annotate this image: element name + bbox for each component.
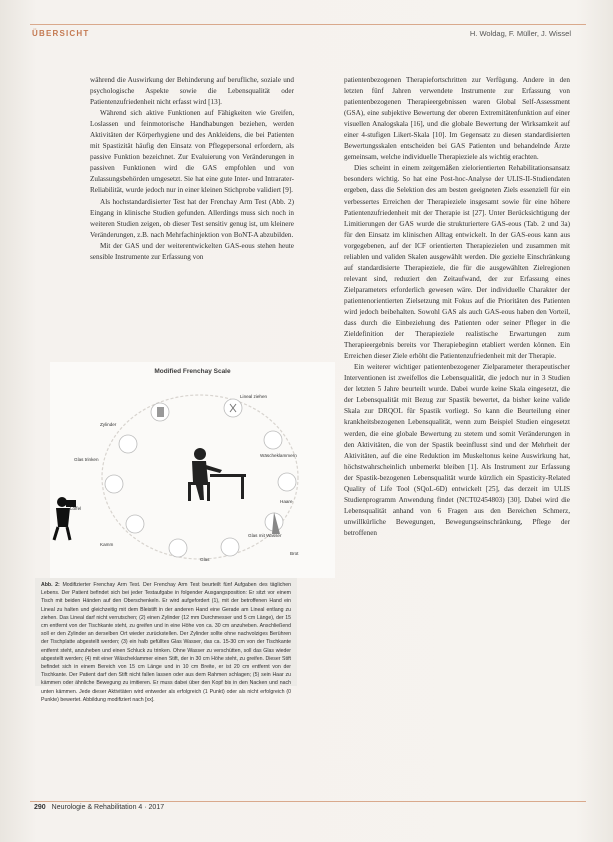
paragraph: Als hochstandardisierter Test hat der Frenchay Arm Test (Abb. 2) Eingang in klinische Studien gefunden. Allerdings muss sich noch in weiteren Studien zeigen, ob dieser Test sensitiv genug ist, um kleinere Veränderungen, z.B. nach Mehrfachinjektion von BoNT-A abzubilden. — [90, 197, 294, 239]
photographer-icon — [54, 497, 76, 540]
clip-icon — [169, 539, 187, 557]
paragraph: während die Auswirkung der Behinderung auf berufliche, soziale und psychologische Aspekte sowie die Lebensqualität oder Patientenzufriedenheit nicht erfasst wird [13]. — [90, 76, 294, 107]
paragraph: Ein weiterer wichtiger patientenbezogener Zielparameter therapeutischer Interventionen ist zweifellos die Lebensqualität, die jedoch nur in 3 Studien der letzten 5 Jahre beurteilt wurde. Dabei wurde keine Skala eingesetzt, die der Lebensqualität mit Bezug zur Spastik bewertet, da bisher keine valide Skala zur DRQOL für Spastik vorliegt. So kann die Beurteilung einer krankheitsbezogenen Lebensqualität, wenn zum Beispiel Studien eingesetzt werden, die eine globale Bewertung zu stetem und somit Veränderungen in den Aktivitäten, die von der Spastik beeinflusst sind und der Mehrheit der Aktivitäten, auf die eine Reduktion im Muskeltonus keine Auswirkung hat, höchstwahrscheinlich unbemerkt bleiben [1]. Als Instrument zur Erfassung der Spastik-bezogenen Lebensqualität wurde kürzlich ein Spasticity-Related Quality of Life Tool (SQoL-6D) entwickelt [25], das derzeit im ULIS Studienprogramm Anwendung findet (NCT02454803) [30]. Dabei wird die Lebensqualität anhand von 6 Fragen aus den Bereichen Schmerz, unwillkürliche Bewegungen, Bewegungseinschränkung, Pflege der betroffenen — [344, 363, 570, 537]
label-waescheklammern: Wäscheklammern — [260, 453, 297, 458]
label-glas-trinken: Glas trinken — [74, 457, 99, 462]
pencil-icon — [221, 538, 239, 556]
person-at-table-icon — [188, 448, 246, 501]
header-rule — [30, 24, 586, 25]
spoon-icon — [119, 435, 137, 453]
running-authors: H. Woldag, F. Müller, J. Wissel — [469, 29, 571, 38]
paragraph: Mit der GAS und der weiterentwickelten GAS-eous stehen heute sensible Instrumente zur Erfassung von — [90, 241, 294, 261]
left-column — [90, 75, 294, 263]
figure-title: Modified Frenchay Scale — [154, 368, 231, 375]
paragraph: patientenbezogenen Therapiefortschritten zur Verfügung. Andere in den letzten fünf Jahren verwendete Instrumente zur Erfassung von patientenbezogenen Therapieergebnissen waren Global Self-Assessment (GSA), eine subjektive Bewertung der oberen Extremitätenfunktion auf einer visuellen Analogskala [16], und die globale Bewertung der Wirksamkeit auf einer 4-stufigen Likert-Skala [10]. Im Gegensatz zu diesen standardisierten Bewertungsskalen entscheiden bei GAS Patienten und behandelnde Ärzte gemeinsam, welche individuelle Therapieziele als wichtig erachten. — [344, 76, 570, 162]
caption-label: Abb. 2: — [41, 582, 60, 588]
label-haare: Haare — [280, 499, 293, 504]
label-loeffel: Löffel — [70, 506, 82, 511]
journal-name: Neurologie & Rehabilitation 4 · 2017 — [51, 804, 165, 811]
label-glas-wasser: Glas mit Wasser — [248, 533, 282, 538]
paragraph: Während sich aktive Funktionen auf Fähigkeiten wie Greifen, Loslassen und feinmotorische Handhabungen beziehen, werden Aktivitäten der Körperhygiene und des Ankleidens, die bei Patienten mit Spastizität häufig den Einsatz von Pflegepersonal erfordern, als passive Funktion bezeichnet. Zur Evaluierung von Veränderungen in passiven Funktionen wird die GAS empfohlen und von Zulassungsbehörden umgesetzt. Sie hat eine gute Inter- und Intrarater-Reliabilität, wurde jedoch nur in einer kleinen Stichprobe validiert [9]. — [90, 109, 294, 195]
cylinder-icon — [126, 515, 144, 533]
page-number: 290 — [34, 804, 46, 811]
section-label: ÜBERSICHT — [32, 29, 90, 38]
footer-rule — [30, 801, 586, 802]
page-footer — [34, 804, 164, 811]
label-brot: Brot — [290, 551, 299, 556]
paragraph: Dies scheint in einem zeitgemäßen zielorientierten Rehabilitationsansatz besonders wichtig. So hat eine Post-hoc-Analyse der ULIS-II-Studiendaten ergeben, dass die Selektion des am besten geeigneten Ziels essenziell für ein verbessertes Erreichen der Therapieziele insgesamt sowie für eine höhere Patientenzufriedenheit mit der Therapie ist [27]. Unter Berücksichtigung der Limitierungen der GAS wurde die strukturiertere GAS-eous (Tab. 2 und 3a) für den Einsatz im klinischen Alltag entwickelt. In der GAS-eous kann aus vorgegebenen, auf der ICF orientierten Therapiezielen und zusammen mit reliablen und validen Skalen ausgewählt werden. Die gezielte Einschränkung auf standardisierte Therapieziele, die für die ausgewählten Zielregionen relevant sind, reduziert den Zeitaufwand, der zur Erfassung eines Zielparameters erforderlich gewesen wäre. Der individuelle Charakter der patientenorientierten Zielsetzung mit Fokus auf die Prioritäten des Patienten wird jedoch beibehalten. Sowohl GAS als auch GAS-eous haben den Vorteil, dass durch die Einbeziehung des Patienten oder seiner Pfleger in die Zieldefinition der Therapieziele realistische Erwartungen zum Therapieergebnis bereits vor Therapiebeginn etabliert werden können. Ein Erreichen dieser Ziele erhöht die Patientenzufriedenheit mit der Therapie. — [344, 164, 570, 361]
label-glas: Glas — [200, 557, 210, 562]
label-lineal: Lineal ziehen — [240, 394, 268, 399]
figure-caption — [35, 578, 297, 703]
glass-icon — [278, 473, 296, 491]
right-column — [344, 75, 570, 539]
cup-icon — [264, 431, 282, 449]
label-kamm: Kamm — [100, 542, 114, 547]
figure-illustration — [50, 362, 335, 578]
caption-text: Modifizierter Frenchay Arm Test. Der Frenchay Arm Test beurteilt fünf Aufgaben des täglichen Lebens. Der Patient befindet sich bei jeder Testaufgabe in folgender Ausgangsposition: Er sitzt vor einem Tisch mit beiden Händen auf den Oberschenkeln. Er wird aufgefordert (1), mit der betroffenen Hand ein Lineal zu halten und gleichzeitig mit dem Bleistift in der anderen Hand eine Gerade am Lineal entlang zu ziehen. Das Lineal darf nicht verrutschen; (2) einen Zylinder (12 mm Durchmesser und 5 cm Länge), der 15 cm entfernt von der Tischkante steht, zu greifen und in eine Höhe von ca. 30 cm anzuheben. Anschließend soll er den Zylinder an derselben Ort wieder zurückstellen. Der Zylinder sollte ohne nachvolziges Berühren der Tischplatte abgestellt werden; (3) ein halb gefülltes Glas Wasser, das ca. 15-30 cm von der Tischkante entfernt steht, anzuheben und einen Schluck zu trinken. Ohne Wasser zu verschütten, soll das Glas wieder abgestellt werden; (4) mit einer Wäscheklammer einen Stift, der in 30 cm Höhe steht, zu greifen. Dieser Stift befindet sich in einem Bereich von 15 cm Länge und in 10 cm Breite, er ist 20 cm entfernt von der Tischkante. Der Patient darf den Stift nicht fallen lassen oder aus dem Rahmen schlagen; (5) sein Haar zu kämmen oder ähnliche Bewegung zu imitieren. Er muss dabei über den Kopf bis in den Nacken und nach unten kämmen. Jede dieser Aktivitäten wird entweder als erfolgreich (1 Punkt) oder als nicht erfolgreich (0 Punkte) bewertet. Abbildung modifiziert nach [xx]. — [41, 582, 291, 703]
label-zylinder: Zylinder — [100, 422, 117, 427]
figure-frenchay — [50, 362, 335, 578]
comb-icon — [105, 475, 123, 493]
